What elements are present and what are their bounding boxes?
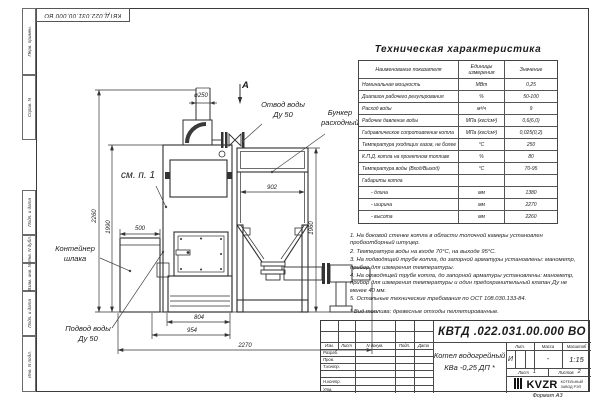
outlet-label: Отвод воды Ду 50 — [261, 100, 305, 119]
dia-250-label: ø250 — [194, 93, 208, 99]
spec-row-units: мм — [459, 199, 505, 211]
dim-804: 804 — [193, 315, 204, 321]
spec-col-header: Единицы измерения — [459, 61, 505, 79]
spec-row-name: Расход воды — [359, 103, 459, 115]
spec-row-name: - ширина — [359, 199, 459, 211]
top-designation-text: КВТД.022.031.00.000 ВО — [44, 12, 122, 18]
rev-header-izm: Изм. — [325, 343, 334, 348]
margin-label: Перв. примен. — [26, 26, 32, 57]
spec-row-units: °С — [459, 163, 505, 175]
dim-2270: 2270 — [238, 342, 252, 349]
manufacturer-logo — [506, 376, 591, 393]
spec-row-units: МПа (кгс/см²) — [459, 115, 505, 127]
rev-header-data: Дата — [417, 343, 430, 348]
dim-500: 500 — [134, 226, 145, 232]
spec-row-units: МВт — [459, 79, 505, 91]
spec-row-value: 0,6(6,0) — [505, 115, 557, 127]
row-tkontr: Т.контр. — [323, 364, 340, 369]
mass-value: - — [546, 355, 550, 363]
slag-label: Контейнер шлака — [55, 244, 95, 263]
spec-row-units — [459, 175, 505, 187]
spec-row-units: м³/ч — [459, 103, 505, 115]
spec-row-name: Номинальная мощность — [359, 79, 459, 91]
margin-label: Взам. инв. N — [26, 263, 32, 291]
logo-text: KVZR — [526, 378, 558, 391]
logo-subtext: КОТЕЛЬНЫЙ ЗАВОД РЭП — [560, 380, 584, 389]
spec-row-units: % — [459, 151, 505, 163]
sheets-cell: Листов 2 — [558, 369, 581, 375]
spec-row-name: Температура уходящих газов, не более — [359, 139, 459, 151]
spec-row-name: Гидравлическое сопротивление котла — [359, 127, 459, 139]
note-1: 1. На боковой стенке котла в области топочной камеры установлен пробоотборный штуцер. — [350, 233, 543, 247]
margin-label: Инв. N подл. — [26, 350, 32, 378]
spec-row-units: % — [459, 91, 505, 103]
document-designation: КВТД .022.031.00.000 ВО — [438, 325, 586, 338]
spec-col-header: Значение — [505, 61, 557, 79]
lit-header: Лит. — [515, 343, 525, 349]
note-4: 4. На отводящей трубе котла, до запорной арматуры установлены: манометр, прибор для измерения температуры и один предохранительный клапан Ду не менее 40 мм. — [350, 273, 574, 294]
margin-box-vzam-inv — [22, 263, 36, 291]
margin-box-inv-podl — [22, 336, 36, 392]
spec-row-units: мм — [459, 211, 505, 223]
spec-row-value: 70-95 — [505, 163, 557, 175]
technical-notes — [350, 233, 580, 305]
view-a-label: А — [242, 80, 249, 91]
scale-header: Масштаб — [566, 343, 587, 349]
bunker-label: Бункер расходный — [321, 108, 359, 127]
spec-row-units: °С — [459, 139, 505, 151]
spec-row-units: мм — [459, 187, 505, 199]
margin-box-sprav-n — [22, 75, 36, 140]
document-name: Котел водогрейный КВа -0,25 ДП * — [433, 351, 506, 372]
margin-label: Подп. и дата — [26, 299, 32, 328]
margin-box-podp-data-2 — [22, 291, 36, 336]
rev-header-list: Лист — [341, 343, 352, 348]
sheet-cell: Лист 1 — [518, 369, 536, 375]
spec-row-value: 50-100 — [505, 91, 557, 103]
margin-label: Подп. и дата — [26, 198, 32, 227]
see-note-label: см. п. 1 — [120, 170, 156, 181]
spec-row-name: Диапазон рабочего регулирования — [359, 91, 459, 103]
row-razrab: Разраб. — [323, 350, 339, 355]
spec-row-value: 2270 — [505, 199, 557, 211]
mass-header: Масса — [541, 343, 555, 349]
spec-col-header: Наименование показателя — [359, 61, 459, 79]
row-nkontr: Н.контр. — [323, 378, 341, 384]
margin-box-perv-primen — [22, 8, 36, 75]
dim-1990: 1990 — [106, 220, 112, 234]
spec-row-name: К.П.Д. котла на проектном топливе — [359, 151, 459, 163]
fuel-note: * Вид топлива: древесные отходы пеллетированные. — [350, 309, 499, 315]
inlet-label: Подвод воды Ду 50 — [65, 324, 111, 343]
spec-row-name: Рабочее давление воды — [359, 115, 459, 127]
dim-902: 902 — [266, 185, 277, 191]
top-designation-box — [36, 8, 130, 22]
spec-row-value: 9 — [505, 103, 557, 115]
rev-header-podp: Подп. — [398, 343, 411, 348]
spec-row-value: 80 — [505, 151, 557, 163]
margin-box-podp-data-1 — [22, 190, 36, 235]
spec-row-value: 0,025(0,2) — [505, 127, 557, 139]
note-3: 3. На подводящей трубе котла, до запорной арматуры установлены: манометр, прибор для измерения температуры. — [350, 257, 576, 271]
spec-row-value — [505, 175, 557, 187]
spec-table-title: Техническая характеристика — [374, 44, 542, 55]
spec-row-name: - длина — [359, 187, 459, 199]
spec-row-name: Температура воды (Вход/Выход) — [359, 163, 459, 175]
spec-row-units: МПа (кгс/см²) — [459, 127, 505, 139]
spec-row-value: 0,25 — [505, 79, 557, 91]
row-prov: Пров. — [323, 357, 335, 362]
format-note: Формат А3 — [532, 392, 563, 399]
lit-value: И — [507, 355, 513, 363]
scale-value: 1:15 — [569, 354, 584, 364]
margin-label: Справ. N — [26, 97, 32, 118]
spec-row-value: 250 — [505, 139, 557, 151]
margin-label: Инв. N дубл. — [26, 235, 32, 263]
note-5: 5. Остальные технические требования по ОСТ 108.030.133-84. — [350, 296, 527, 303]
row-utv: Утв. — [323, 386, 333, 392]
spec-row-value: 1380 — [505, 187, 557, 199]
spec-table — [358, 60, 558, 224]
dim-1960: 1960 — [309, 221, 315, 235]
title-block — [320, 320, 590, 392]
spec-row-name: Габариты котла — [359, 175, 459, 187]
logo-bars-icon — [514, 376, 524, 394]
margin-box-inv-dubl — [22, 235, 36, 263]
dim-2260: 2260 — [92, 209, 98, 223]
dim-954: 954 — [186, 328, 197, 334]
spec-row-name: - высота — [359, 211, 459, 223]
rev-header-dokum: N докум. — [366, 343, 384, 348]
spec-row-value: 2260 — [525, 214, 537, 220]
note-2: 2. Температура воды на входе 70°С, на выходе 95°С. — [350, 248, 496, 255]
